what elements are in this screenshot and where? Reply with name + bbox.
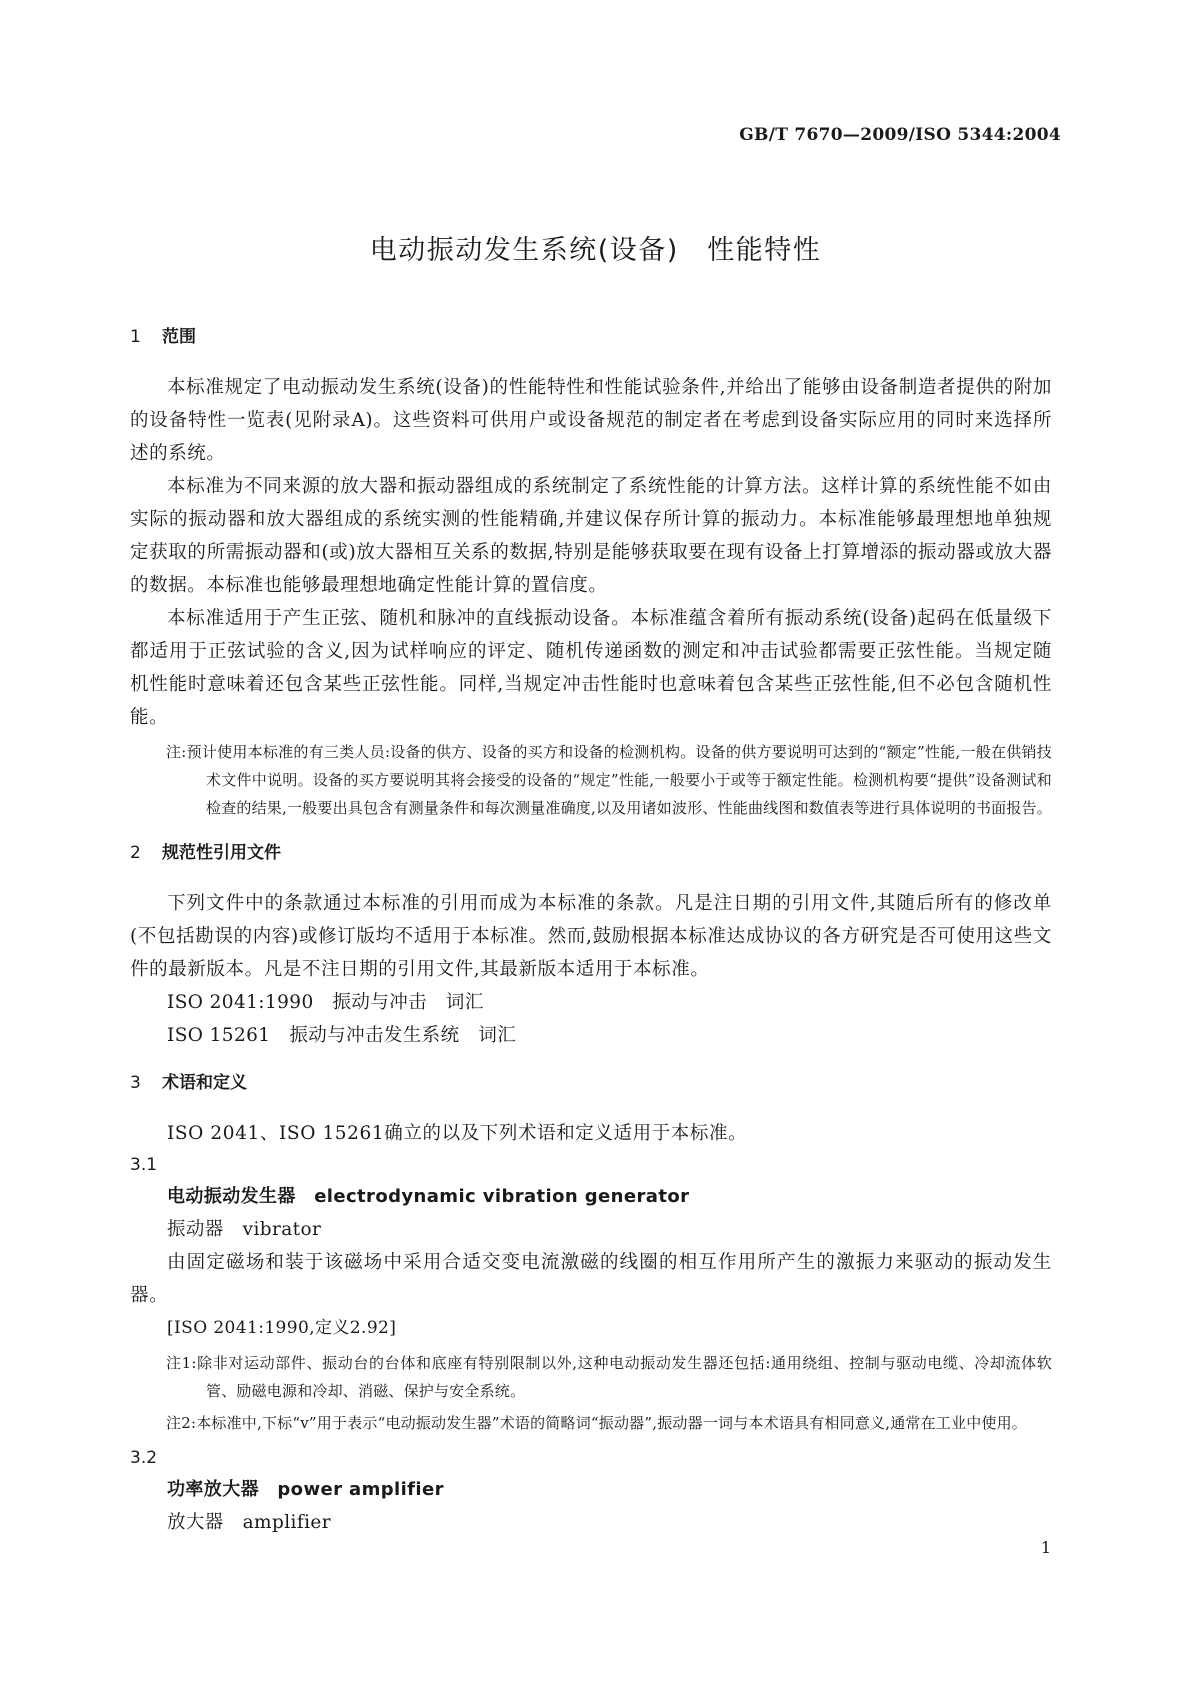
admitted-term: 振动器 vibrator	[167, 1219, 322, 1240]
section-1-heading	[130, 322, 1052, 352]
section-number: 1	[130, 327, 141, 347]
term-definition: 由固定磁场和装于该磁场中采用合适交变电流激磁的线圈的相互作用所产生的激振力来驱动的振动发生器。	[130, 1252, 1052, 1306]
document-body	[130, 322, 1052, 1539]
paragraph: 本标准适用于产生正弦、随机和脉冲的直线振动设备。本标准蕴含着所有振动系统(设备)起码在低量级下都适用于正弦试验的含义,因为试样响应的评定、随机传递函数的测定和冲击试验都需要正弦性能。当规定随机性能时意味着还包含某些正弦性能。同样,当规定冲击性能时也意味着包含某些正弦性能,但不必包含随机性能。	[130, 608, 1052, 728]
paragraph: 本标准规定了电动振动发生系统(设备)的性能特性和性能试验条件,并给出了能够由设备制造者提供的附加的设备特性一览表(见附录A)。这些资料可供用户或设备规范的制定者在考虑到设备实际应用的同时来选择所述的系统。	[130, 377, 1052, 464]
document-title: 电动振动发生系统(设备) 性能特性	[369, 235, 822, 266]
paragraph: 本标准为不同来源的放大器和振动器组成的系统制定了系统性能的计算方法。这样计算的系统性能不如由实际的振动器和放大器组成的系统实测的性能精确,并建议保存所计算的振动力。本标准能够最理想地单独规定获取的所需振动器和(或)放大器相互关系的数据,特别是能够获取要在现有设备上打算增添的振动器或放大器的数据。本标准也能够最理想地确定性能计算的置信度。	[130, 476, 1052, 596]
clause-number: 3.1	[130, 1155, 158, 1175]
reference-item: ISO 2041:1990 振动与冲击 词汇	[167, 992, 484, 1013]
note: 注2:本标准中,下标“v”用于表示“电动振动发生器”术语的简略词“振动器”,振动器一词与本术语具有相同意义,通常在工业中使用。	[166, 1414, 1027, 1432]
section-3-heading	[130, 1068, 1052, 1098]
term-source: [ISO 2041:1990,定义2.92]	[167, 1318, 397, 1338]
section-number: 2	[130, 843, 141, 863]
page-number: 1	[1040, 1538, 1051, 1557]
term-entry: 电动振动发生器 electrodynamic vibration generator	[167, 1186, 690, 1207]
note: 注1:除非对运动部件、振动台的台体和底座有特别限制以外,这种电动振动发生器还包括:通用绕组、控制与驱动电缆、冷却流体软管、励磁电源和冷却、消磁、保护与安全系统。	[166, 1354, 1052, 1400]
paragraph: 下列文件中的条款通过本标准的引用而成为本标准的条款。凡是注日期的引用文件,其随后所有的修改单(不包括勘误的内容)或修订版均不适用于本标准。然而,鼓励根据本标准达成协议的各方研究是否可使用这些文件的最新版本。凡是不注日期的引用文件,其最新版本适用于本标准。	[130, 893, 1052, 980]
admitted-term: 放大器 amplifier	[167, 1512, 332, 1533]
section-title: 术语和定义	[162, 1073, 247, 1093]
standard-code: GB/T 7670—2009/ISO 5344:2004	[739, 125, 1061, 145]
reference-item: ISO 15261 振动与冲击发生系统 词汇	[167, 1025, 517, 1046]
section-2-heading	[130, 838, 1052, 868]
section-title: 范围	[162, 327, 196, 347]
note: 注:预计使用本标准的有三类人员:设备的供方、设备的买方和设备的检测机构。设备的供方要说明可达到的“额定”性能,一般在供销技术文件中说明。设备的买方要说明其将会接受的设备的“规定”性能,一般要小于或等于额定性能。检测机构要“提供”设备测试和检查的结果,一般要出具包含有测量条件和每次测量准确度,以及用诸如波形、性能曲线图和数值表等进行具体说明的书面报告。	[166, 743, 1052, 817]
term-entry: 功率放大器 power amplifier	[167, 1479, 444, 1500]
section-number: 3	[130, 1073, 141, 1093]
section-title: 规范性引用文件	[162, 843, 281, 863]
paragraph: ISO 2041、ISO 15261确立的以及下列术语和定义适用于本标准。	[167, 1123, 748, 1144]
clause-number: 3.2	[130, 1448, 158, 1468]
